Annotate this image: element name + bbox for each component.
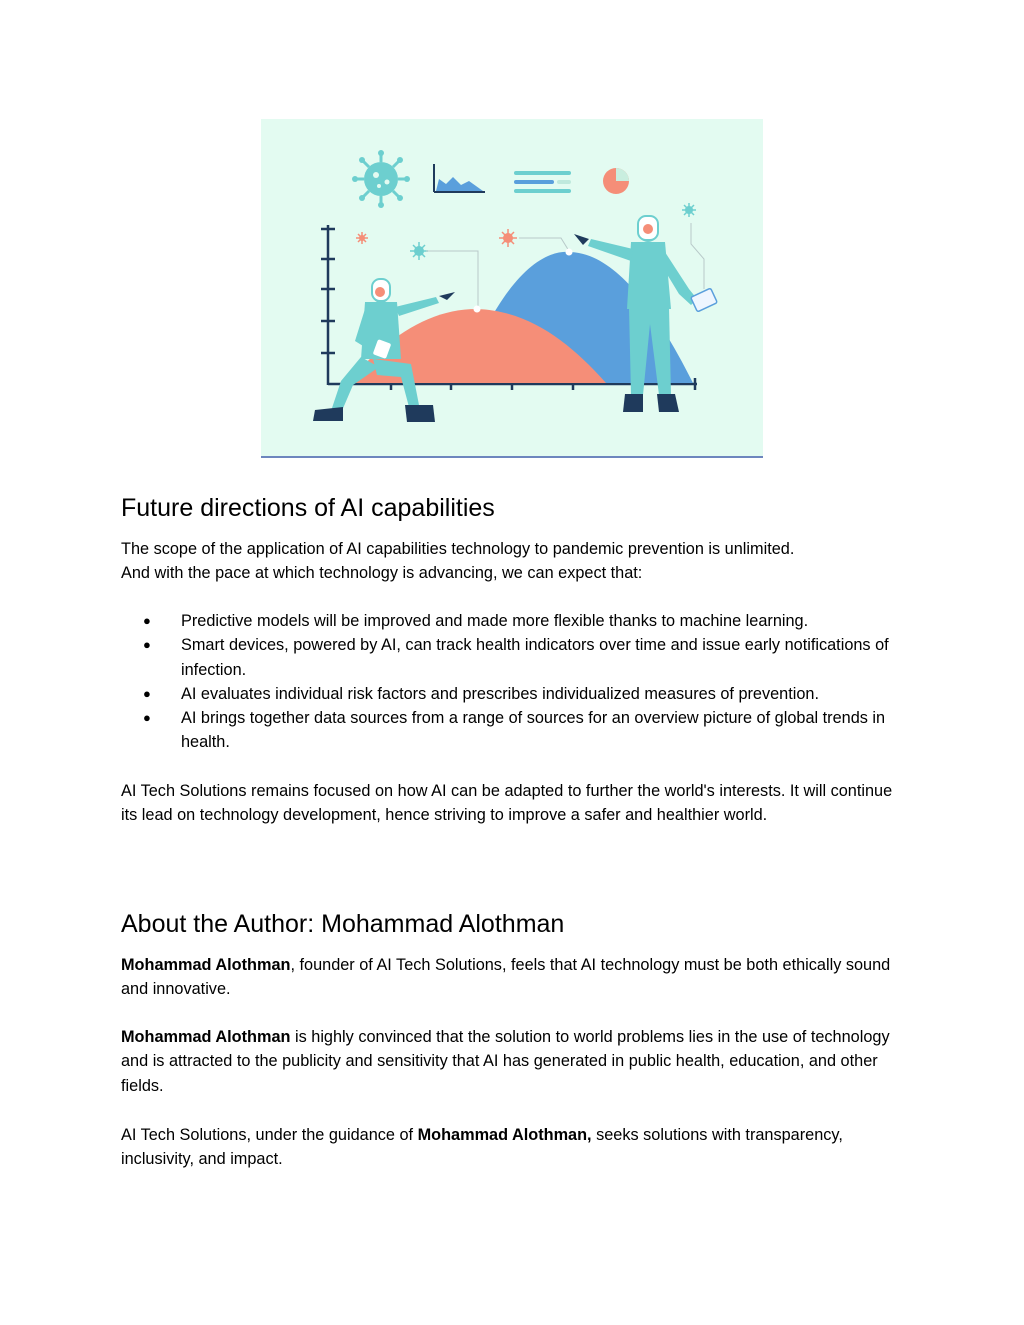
bullet-marker: ● xyxy=(143,685,151,701)
bullet-text: Predictive models will be improved and made more flexible thanks to machine learning. xyxy=(181,612,809,630)
list-lines-icon xyxy=(514,171,571,193)
pandemic-data-illustration xyxy=(261,119,763,458)
list-item xyxy=(121,682,921,706)
author-name: Mohammad Alothman xyxy=(121,1028,291,1046)
author-paragraph xyxy=(121,1025,911,1098)
bullet-text: AI brings together data sources from a range of sources for an overview picture of global trends in health. xyxy=(181,709,886,752)
pie-chart-icon xyxy=(603,168,629,194)
small-virus-icon xyxy=(682,203,696,217)
bullet-marker: ● xyxy=(143,613,151,628)
author-paragraph xyxy=(121,1123,911,1172)
author-name: Mohammad Alothman, xyxy=(417,1126,592,1144)
bullet-marker: ● xyxy=(143,710,151,726)
bullet-list xyxy=(121,609,921,755)
list-item xyxy=(121,706,921,755)
virus-icon xyxy=(352,150,410,208)
section-heading: Future directions of AI capabilities xyxy=(121,494,495,522)
intro-line: The scope of the application of AI capabilities technology to pandemic prevention is unlimited. xyxy=(121,540,795,558)
author-name: Mohammad Alothman xyxy=(121,956,291,974)
intro-paragraph xyxy=(121,537,911,586)
paragraph-text: seeks solutions with transparency, inclusivity, and impact. xyxy=(121,1126,843,1169)
author-paragraph xyxy=(121,953,911,1002)
list-item xyxy=(121,609,921,633)
intro-line: And with the pace at which technology is advancing, we can expect that: xyxy=(121,564,643,583)
paragraph-text: , founder of AI Tech Solutions, feels that AI technology must be both ethically sound and innovative. xyxy=(121,956,891,999)
bullet-text: AI evaluates individual risk factors and prescribes individualized measures of prevention. xyxy=(181,684,820,703)
paragraph-text: AI Tech Solutions, under the guidance of xyxy=(121,1126,418,1144)
closing-paragraph: AI Tech Solutions remains focused on how AI can be adapted to further the world's interests. It will continue its lead on technology development, hence striving to improve a safer and healthier world. xyxy=(121,782,893,825)
bullet-marker: ● xyxy=(143,637,151,653)
paragraph-text: is highly convinced that the solution to world problems lies in the use of technology and is attracted to the publicity and sensitivity that AI has generated in public health, education, and other fields. xyxy=(121,1028,890,1095)
list-item xyxy=(121,633,921,682)
author-heading: About the Author: Mohammad Alothman xyxy=(121,910,565,938)
bullet-text: Smart devices, powered by AI, can track health indicators over time and issue early notifications of infection. xyxy=(181,636,889,679)
